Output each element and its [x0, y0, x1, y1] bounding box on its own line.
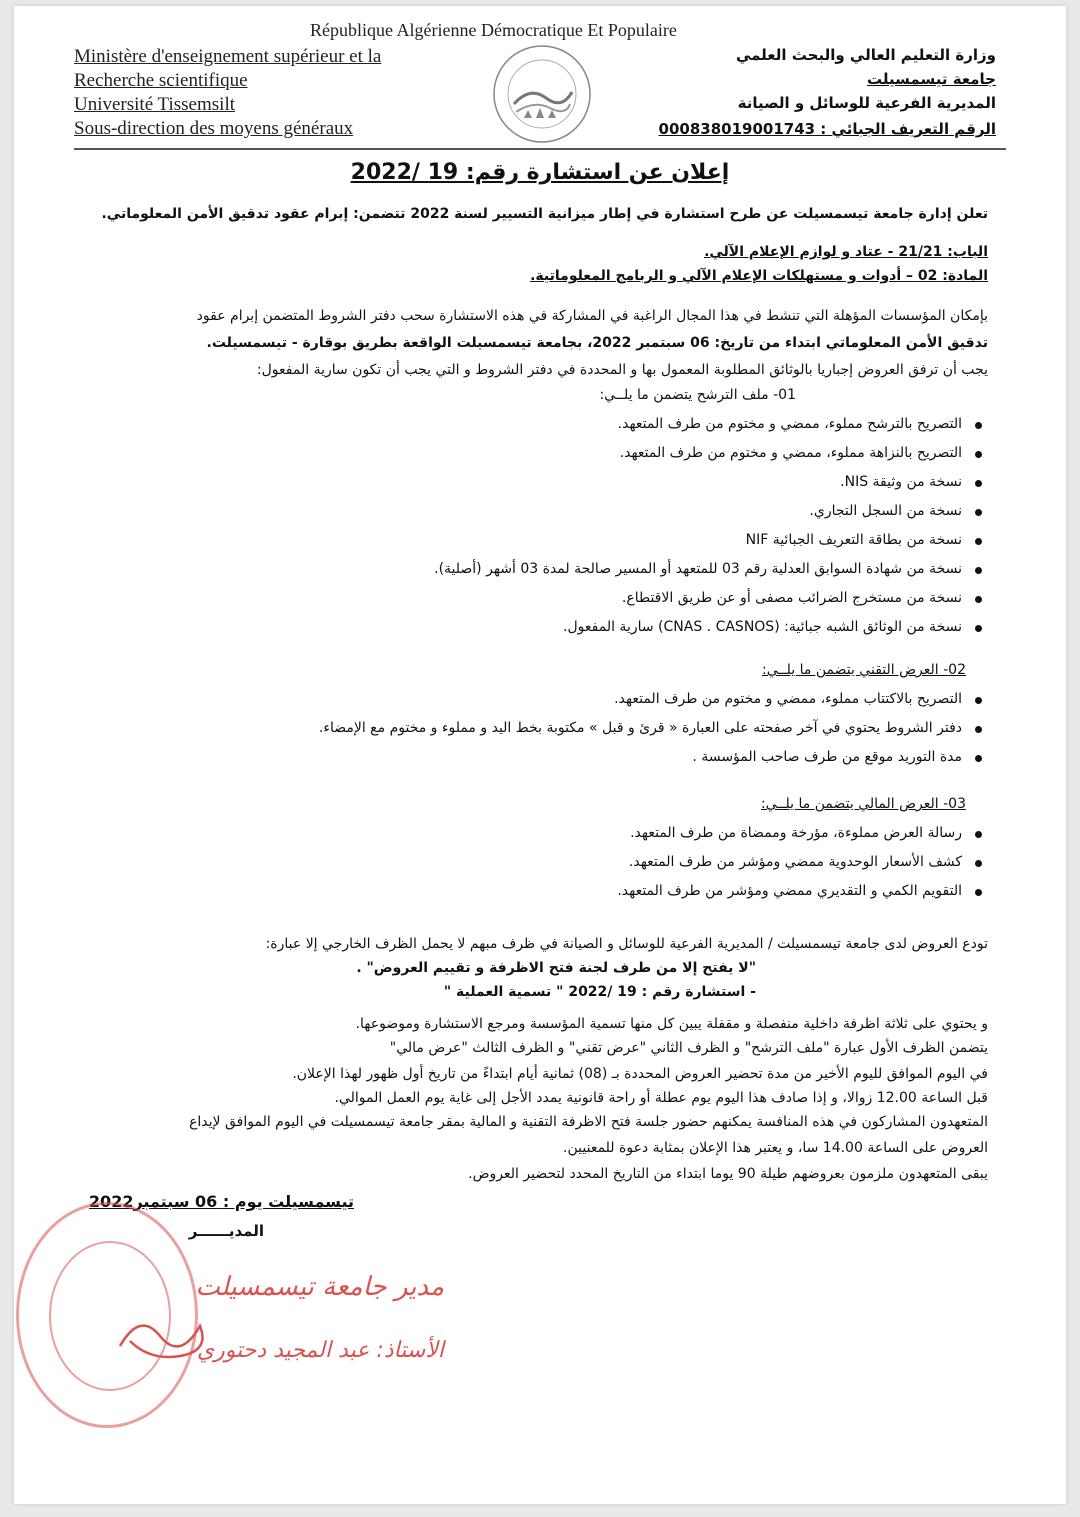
- handwritten-signature: [110, 1306, 230, 1370]
- header-divider: [74, 148, 1006, 150]
- list-item: نسخة من شهادة السوابق العدلية رقم 03 للمتعهد أو المسير صالحة لمدة 03 أشهر (أصلية).: [104, 555, 984, 584]
- closing-line-6: في اليوم الموافق لليوم الأخير من مدة تحضير العروض المحددة بـ (08) ثمانية أيام ابتداءً من تاريخ أول ظهور لهذا الإعلان.: [292, 1066, 988, 1082]
- closing-line-3: - استشارة رقم : 19 /2022 " تسمية العملية ": [443, 984, 756, 1000]
- document-page: [14, 6, 1066, 1504]
- signature-line-1: مدير جامعة تيسمسيلت: [195, 1272, 444, 1302]
- paragraph-line-2: تدقيق الأمن المعلوماتي ابتداء من تاريخ: 06 سبتمبر 2022، بجامعة تيسمسيلت الواقعة بطريق بوقارة - تيسمسيلت.: [206, 335, 988, 351]
- header-ar-line-1: وزارة التعليم العالي والبحث العلمي: [735, 46, 996, 64]
- list-item: التقويم الكمي و التقديري ممضي ومؤشر من طرف المتعهد.: [104, 877, 984, 906]
- closing-line-1: تودع العروض لدى جامعة تيسمسيلت / المديرية الفرعية للوسائل و الصيانة في ظرف مبهم لا يحمل الظرف الخارجي إلا عبارة:: [265, 936, 988, 952]
- paragraph-line-3: يجب أن ترفق العروض إجباريا بالوثائق المطلوبة المعمول بها و المحددة في دفتر الشروط و التي يجب أن تكون سارية المفعول:: [256, 362, 988, 378]
- place-date: تيسمسيلت يوم : 06 سبتمبر2022: [88, 1192, 354, 1211]
- list-item: نسخة من السجل التجاري.: [104, 497, 984, 526]
- section-2-list: [104, 685, 984, 772]
- section-3-list: [104, 819, 984, 906]
- header-fr-line-2: Recherche scientifique: [74, 70, 248, 91]
- closing-line-2: "لا يفتح إلا من طرف لجنة فتح الاظرفة و تقييم العروض" .: [356, 960, 756, 976]
- header-fr-line-1: Ministère d'enseignement supérieur et la: [74, 46, 382, 67]
- list-item: مدة التوريد موقع من طرف صاحب المؤسسة .: [104, 743, 984, 772]
- director-title: المديــــــر: [188, 1222, 264, 1240]
- list-item: نسخة من الوثائق الشبه جبائية: (CNAS . CASNOS) سارية المفعول.: [104, 613, 984, 642]
- paragraph-line-1: بإمكان المؤسسات المؤهلة التي تنشط في هذا المجال الراغبة في المشاركة في هذه الاستشارة سحب دفتر الشروط المتضمن إبرام عقود: [196, 308, 988, 324]
- list-item: كشف الأسعار الوحدوية ممضي ومؤشر من طرف المتعهد.: [104, 848, 984, 877]
- header-ar-line-2: جامعة تيسمسيلت: [867, 70, 996, 88]
- closing-line-7: قبل الساعة 12.00 زوالا، و إذا صادف هذا اليوم يوم عطلة أو راحة قانونية يمدد الأجل إلى غاية يوم العمل الموالي.: [334, 1090, 988, 1106]
- list-item: رسالة العرض مملوءة، مؤرخة وممضاة من طرف المتعهد.: [104, 819, 984, 848]
- closing-line-10: يبقى المتعهدون ملزمون بعروضهم طيلة 90 يوما ابتداء من التاريخ المحدد لتحضير العروض.: [468, 1166, 988, 1182]
- closing-line-5: يتضمن الظرف الأول عبارة "ملف الترشح" و الظرف الثاني "عرض تقني" و الظرف الثالث "عرض مالي": [389, 1040, 988, 1056]
- list-item: نسخة من مستخرج الضرائب مصفى أو عن طريق الاقتطاع.: [104, 584, 984, 613]
- closing-line-8: المتعهدون المشاركون في هذه المنافسة يمكنهم حضور جلسة فتح الاظرفة التقنية و المالية بمقر جامعة تيسمسيلت في اليوم الموافق لإيداع: [189, 1114, 988, 1130]
- list-item: نسخة من وثيقة NIS.: [104, 468, 984, 497]
- university-logo: [490, 42, 594, 146]
- list-item: التصريح بالنزاهة مملوء، ممضي و مختوم من طرف المتعهد.: [104, 439, 984, 468]
- header-fr-line-3: Université Tissemsilt: [74, 94, 235, 115]
- header-ar-line-4: الرقم التعريف الجبائي : 000838019001743: [658, 120, 996, 138]
- list-item: نسخة من بطاقة التعريف الجبائية NIF: [104, 526, 984, 555]
- list-item: التصريح بالاكتتاب مملوء، ممضي و مختوم من طرف المتعهد.: [104, 685, 984, 714]
- section-2-heading: 02- العرض التقني يتضمن ما يلــي:: [762, 662, 966, 678]
- list-item: التصريح بالترشح مملوء، ممضي و مختوم من طرف المتعهد.: [104, 410, 984, 439]
- republic-title: République Algérienne Démocratique Et Populaire: [310, 20, 677, 40]
- article-line: المادة: 02 – أدوات و مستهلكات الإعلام الآلي و الربامج المعلوماتية.: [530, 268, 988, 284]
- header-fr-line-4: Sous-direction des moyens généraux: [74, 118, 354, 139]
- section-3-heading: 03- العرض المالي يتضمن ما يلــي:: [760, 796, 966, 812]
- header-ar-line-3: المديرية الفرعية للوسائل و الصيانة: [737, 94, 996, 112]
- section-1-list: [104, 410, 984, 642]
- section-1-heading: 01- ملف الترشح يتضمن ما يلــي:: [599, 387, 796, 403]
- signature-line-2: الأستاذ: عبد المجيد دحتوري: [196, 1338, 444, 1363]
- intro-text: تعلن إدارة جامعة تيسمسيلت عن طرح استشارة في إطار ميزانية التسيير لسنة 2022 تتضمن: إبرام عقود تدقيق الأمن المعلوماتي.: [101, 206, 988, 222]
- closing-line-9: العروض على الساعة 14.00 سا، و يعتبر هذا الإعلان بمثابة دعوة للمعنيين.: [563, 1140, 988, 1156]
- announcement-title: إعلان عن استشارة رقم: 19 /2022: [350, 160, 730, 185]
- chapter-line: الباب: 21/21 - عتاد و لوازم الإعلام الآلي.: [704, 244, 988, 260]
- list-item: دفتر الشروط يحتوي في آخر صفحته على العبارة « قرئ و قبل » مكتوبة بخط اليد و مملوء و مختوم مع الإمضاء.: [104, 714, 984, 743]
- closing-line-4: و يحتوي على ثلاثة اظرفة داخلية منفصلة و مقفلة يبين كل منها تسمية المؤسسة ومرجع الاستشارة وموضوعها.: [355, 1016, 988, 1032]
